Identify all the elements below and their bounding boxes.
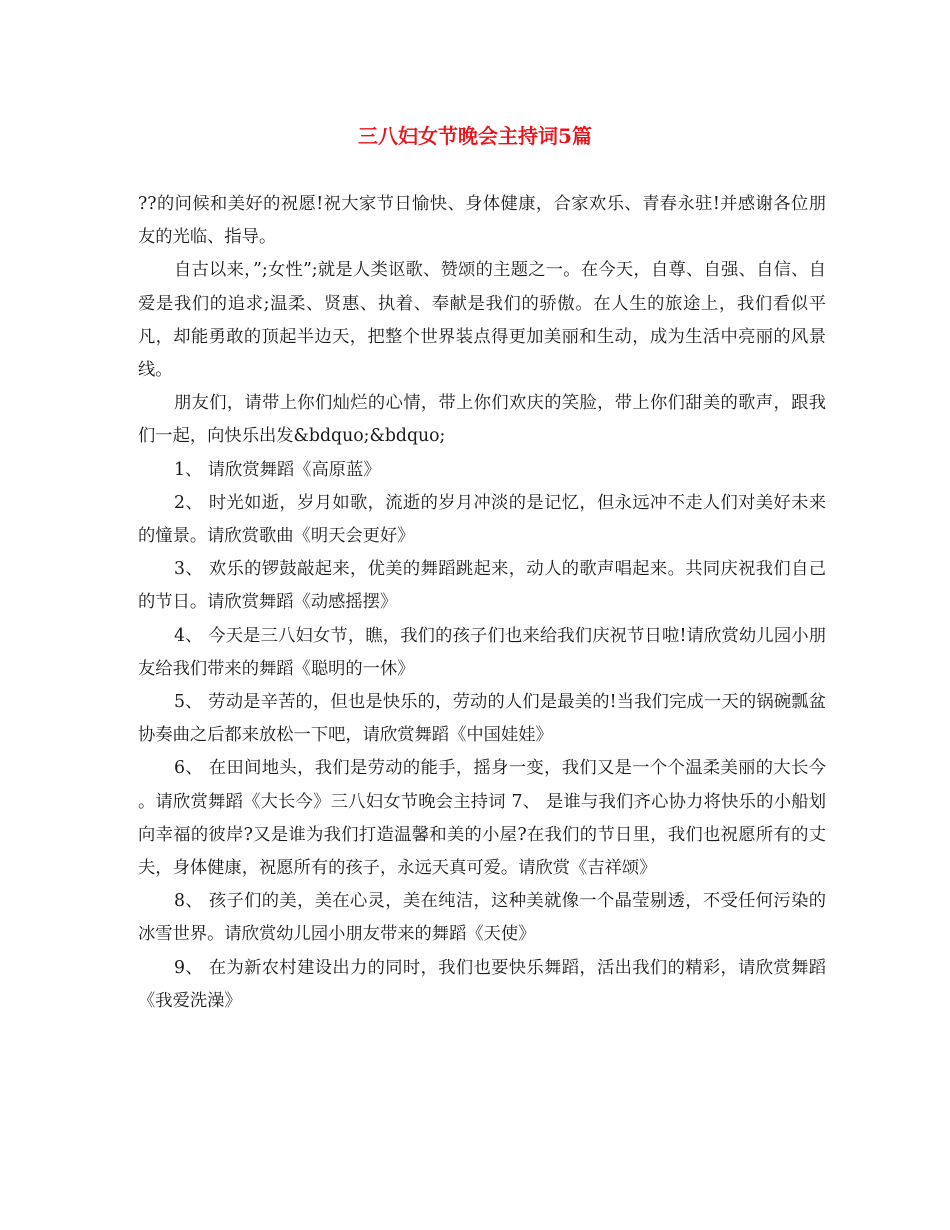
program-item-1: 1、 请欣赏舞蹈《高原蓝》 xyxy=(174,459,381,480)
program-item-2: 2、 时光如逝，岁月如歌，流逝的岁月冲淡的是记忆，但永远冲不走人们对美好未来的憧景。请欣赏歌曲《明天会更好》 xyxy=(138,492,826,547)
document-title: 三八妇女节晚会主持词5篇 xyxy=(358,124,592,148)
program-item-6-7: 6、 在田间地头，我们是劳动的能手，摇身一变，我们又是一个个温柔美丽的大长今 。请欣赏舞蹈《大长今》三八妇女节晚会主持词 7、 是谁与我们齐心协力将快乐的小船划向幸福的彼岸?又是谁为我们打造温馨和美的小屋?在我们的节日里，我们也祝愿所有的丈夫，身体健康，祝愿所有的孩子，永远天真可爱。请欣赏《吉祥颂》 xyxy=(138,758,826,879)
program-item-4: 4、 今天是三八妇女节，瞧，我们的孩子们也来给我们庆祝节日啦!请欣赏幼儿园小朋友给我们带来的舞蹈《聪明的一休》 xyxy=(138,625,826,679)
program-item-8: 8、 孩子们的美，美在心灵，美在纯洁，这种美就像一个晶莹剔透，不受任何污染的冰雪世界。请欣赏幼儿园小朋友带来的舞蹈《天使》 xyxy=(138,891,826,945)
program-item-9: 9、 在为新农村建设出力的同时，我们也要快乐舞蹈，活出我们的精彩，请欣赏舞蹈《我爱洗澡》 xyxy=(138,957,826,1011)
document-body xyxy=(138,188,826,1018)
paragraph-intro: ??的问候和美好的祝愿!祝大家节日愉快、身体健康，合家欢乐、青春永驻!并感谢各位朋友的光临、指导。 xyxy=(138,194,826,248)
paragraph-invitation: 朋友们，请带上你们灿烂的心情，带上你们欢庆的笑脸，带上你们甜美的歌声，跟我们一起，向快乐出发&bdquo;&bdquo; xyxy=(138,393,826,447)
program-item-5: 5、 劳动是辛苦的，但也是快乐的，劳动的人们是最美的!当我们完成一天的锅碗瓢盆协奏曲之后都来放松一下吧，请欣赏舞蹈《中国娃娃》 xyxy=(138,692,826,746)
program-item-3: 3、 欢乐的锣鼓敲起来，优美的舞蹈跳起来，动人的歌声唱起来。共同庆祝我们自己的节日。请欣赏舞蹈《动感摇摆》 xyxy=(138,559,826,613)
paragraph-theme: 自古以来，”;女性”;就是人类讴歌、赞颂的主题之一。在今天，自尊、自强、自信、自爱是我们的追求;温柔、贤惠、执着、奉献是我们的骄傲。在人生的旅途上，我们看似平凡，却能勇敢的顶起半边天，把整个世界装点得更加美丽和生动，成为生活中亮丽的风景线。 xyxy=(138,260,826,381)
